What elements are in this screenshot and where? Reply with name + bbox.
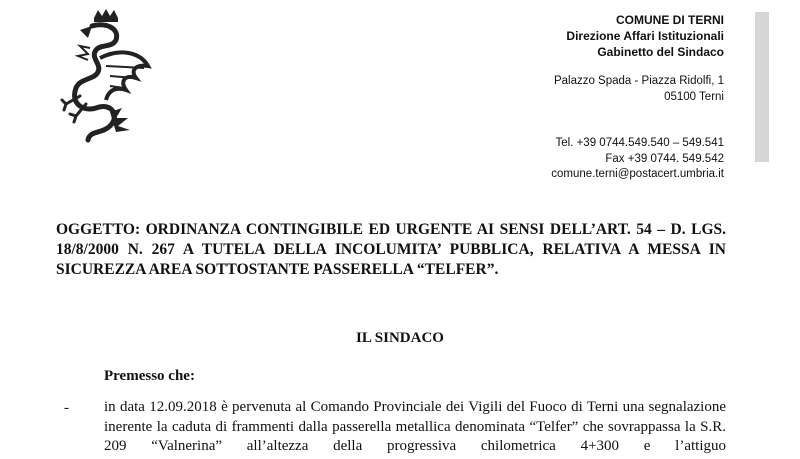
letterhead-contacts xyxy=(424,136,724,183)
body-paragraph: in data 12.09.2018 è pervenuta al Comando Provinciale dei Vigili del Fuoco di Terni una segnalazione inerente la caduta di frammenti dalla passerella metallica denominata “Telfer” che sovrappassa la S.R. 209 “Valnerina” all’altezza della progressiva chilometrica 4+300 e l’attiguo xyxy=(104,399,726,454)
letterhead-address xyxy=(464,73,724,105)
org-name: COMUNE DI TERNI xyxy=(616,13,724,27)
telephone: Tel. +39 0744.549.540 – 549.541 xyxy=(555,137,724,149)
section-heading: IL SINDACO xyxy=(356,330,444,346)
premise-label: Premesso che: xyxy=(104,368,195,384)
dragon-emblem-logo xyxy=(50,8,160,148)
fax: Fax +39 0744. 549.542 xyxy=(605,152,724,165)
address-line-1: Palazzo Spada - Piazza Ridolfi, 1 xyxy=(553,75,724,87)
letterhead-side-bar xyxy=(755,12,769,162)
department-name: Direzione Affari Istituzionali xyxy=(566,29,724,43)
office-name: Gabinetto del Sindaco xyxy=(597,45,724,59)
document-subject: OGGETTO: ORDINANZA CONTINGIBILE ED URGENTE AI SENSI DELL’ART. 54 – D. LGS. 18/8/2000 N. 267 A TUTELA DELLA INCOLUMITA’ PUBBLICA, RELATIVA A MESSA IN SICUREZZA AREA SOTTOSTANTE PASSERELLA “TELFER”. xyxy=(56,221,726,278)
letterhead-office xyxy=(464,12,724,60)
address-line-2: 05100 Terni xyxy=(664,91,724,103)
email-address[interactable]: comune.terni@postacert.umbria.it xyxy=(551,168,724,180)
list-bullet: - xyxy=(64,400,69,416)
